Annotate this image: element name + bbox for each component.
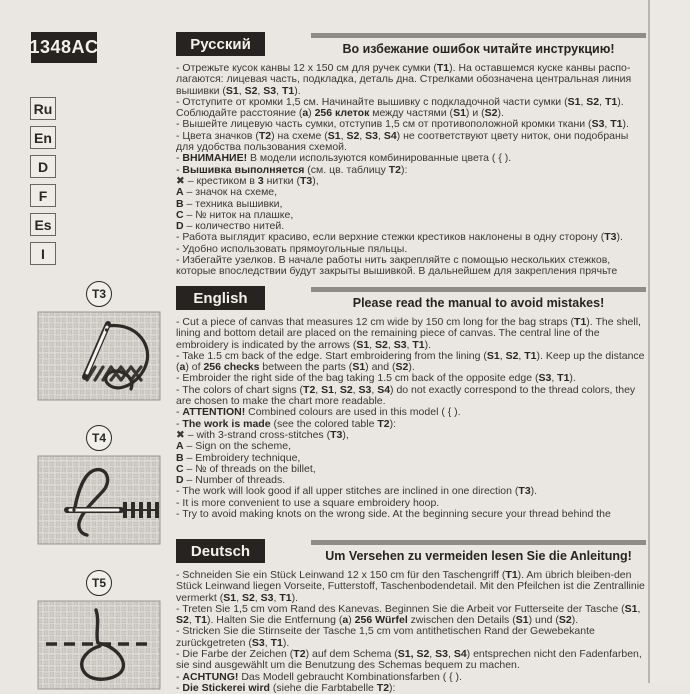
cross-stitch-illustration (37, 311, 161, 401)
instruction-line: - ACHTUNG! Das Modell gebraucht Kombinationsfarben ( { ). (176, 670, 462, 683)
instruction-line: - ВНИМАНИЕ! В модели используются комбинированные цвета ( { ). (176, 152, 512, 165)
language-tab: I (30, 242, 56, 265)
section-german (176, 539, 646, 694)
instruction-line: - The colors of chart signs (T2, S1, S2, S3, S4) do not exactly correspond to the thread colors, they are chosen to make the chart more readable. (176, 383, 636, 408)
instruction-line: - The work is made (see the colored table T2): (176, 417, 397, 430)
instruction-line: - Cut a piece of canvas that measures 12 cm wide by 150 cm long for the bag straps (T1). The shell, lining and bottom detail are placed on the remaining piece of canvas. The central line of the embroidery is indicated by the arrows (S1, S2, S3, T1). (176, 316, 641, 351)
instruction-line: - The work will look good if all upper stitches are inclined in one direction (T3). (176, 485, 538, 498)
instruction-line: B – техника вышивки, (176, 197, 283, 210)
section-header-right (311, 286, 646, 310)
section-language-badge: English (176, 286, 265, 310)
instruction-list (176, 570, 646, 694)
diagram-label-t3: T3 (86, 281, 112, 307)
section-title: Please read the manual to avoid mistakes! (352, 296, 605, 310)
instruction-line: B – Embroidery technique, (176, 451, 301, 464)
instruction-line: - Отрежьте кусок канвы 12 x 150 см для ручек сумки (T1). На оставшемся куске канвы распо-лагаются: лицевая часть, подкладка, деталь дна. Стрелками обозначена центральная линия вышивки (S1, S2, S3, T1). (176, 62, 632, 97)
instruction-line: - Take 1.5 cm back of the edge. Start embroidering from the lining (S1, S2, T1). Keep up the distance (a) of 256 checks between the parts (S1) and (S2). (176, 349, 645, 374)
instruction-line: - Вышивка выполняется (см. цв. таблицу T2): (176, 163, 408, 176)
section-header-right (311, 539, 646, 563)
instruction-line: - Die Farbe der Zeichen (T2) auf dem Schema (S1, S2, S3, S4) entsprechen nicht den Fadenfarben, sie sind ausgewählt um die Benutzung des Schemas bequem zu machen. (176, 648, 642, 672)
instruction-line: - ATTENTION! Combined colours are used in this model ( { ). (176, 406, 461, 419)
section-header (176, 32, 646, 56)
instruction-list (176, 63, 646, 278)
instruction-line: - Отступите от кромки 1,5 см. Начинайте вышивку с подкладочной части сумки (S1, S2, T1). Соблюдайте расстояние (a) 256 клеток между частями (S1) и (S2). (176, 95, 624, 120)
page-fold-line (648, 0, 650, 683)
section-title: Во избежание ошибок читайте инструкцию! (342, 42, 615, 56)
diagram-t4 (37, 425, 161, 545)
section-header-right (311, 32, 646, 56)
instruction-line: - Работа выглядит красиво, если верхние стежки крестиков наклонены в одну сторону (T3). (176, 231, 623, 244)
diagram-label-t5: T5 (86, 570, 112, 596)
needle-eye (105, 328, 108, 331)
instruction-line: - Die Stickerei wird (siehe die Farbtabelle T2): (176, 681, 396, 694)
instruction-line: - Try to avoid making knots on the wrong side. At the beginning secure your thread behind the (176, 508, 611, 521)
instruction-line: C – № of threads on the billet, (176, 462, 316, 475)
instruction-line: C – № ниток на плашке, (176, 208, 294, 221)
diagram-t3 (37, 281, 161, 401)
instruction-line: - Избегайте узелков. В начале работы нить закрепляйте с помощью нескольких стежков, которые впоследствии будут закрыты вышивкой. В дальнейшем для закрепления прячьте (176, 254, 618, 278)
diagram-label-t4: T4 (86, 425, 112, 451)
language-tab: F (30, 184, 56, 207)
language-tab: En (30, 126, 56, 149)
instruction-line: ✖ – with 3-strand cross-stitches (T3), (176, 428, 349, 441)
instruction-line: - It is more convenient to use a square embroidery hoop. (176, 496, 440, 509)
running-stitch-illustration (37, 455, 161, 545)
instruction-line: - Вышейте лицевую часть сумки, отступив 1,5 см от противоположной кромки ткани (S3, T1). (176, 118, 629, 131)
instruction-line: - Embroider the right side of the bag taking 1.5 cm back of the opposite edge (S3, T1). (176, 372, 576, 385)
instruction-line: A – значок на схеме, (176, 186, 278, 199)
header-stripe (311, 287, 646, 292)
header-stripe (311, 33, 646, 38)
diagram-t5 (37, 570, 161, 690)
section-header (176, 539, 646, 563)
language-tab: Es (30, 213, 56, 236)
instruction-list (176, 317, 646, 520)
section-russian (176, 32, 646, 278)
instruction-line: - Цвета значков (T2) на схеме (S1, S2, S3, S4) не соответствуют цвету ниток, они подобраны для удобства пользования схемой. (176, 129, 629, 154)
needle-eye (72, 508, 75, 511)
product-code-badge: 1348AC (31, 32, 97, 63)
instruction-line: - Treten Sie 1,5 cm vom Rand des Kanevas. Beginnen Sie die Arbeit vor Futterseite der Tasche (S1, S2, T1). Halten Sie die Entfernung (a) 256 Würfel zwischen den Details (S1) und (S2). (176, 602, 641, 627)
instruction-line: D – количество нитей. (176, 220, 285, 233)
page-right-margin (650, 0, 690, 683)
instruction-line: ✖ – крестиком в 3 нитки (T3), (176, 174, 319, 187)
backstitch-illustration (37, 600, 161, 690)
instruction-line: - Stricken Sie die Stirnseite der Tasche 1,5 cm vom antithetischen Rand der Gewebekante zurückgetreten (S3, T1). (176, 625, 595, 649)
section-language-badge: Русский (176, 32, 265, 56)
language-tab-list (30, 97, 56, 265)
instruction-line: - Schneiden Sie ein Stück Leinwand 12 x 150 cm für den Taschengriff (T1). Am übrich bleiben-den Stück Leinwand liegen Vorseite, Futterstoff, Taschenbodendetail. Mit den Pfeilchen ist die Zentrallinie vermerkt (S1, S2, S3, T1). (176, 569, 645, 604)
language-tab: Ru (30, 97, 56, 120)
section-title: Um Versehen zu vermeiden lesen Sie die Anleitung! (325, 549, 632, 563)
section-header (176, 286, 646, 310)
instruction-line: - Удобно использовать прямоугольные пяльцы. (176, 242, 408, 255)
section-english (176, 286, 646, 520)
header-stripe (311, 540, 646, 545)
language-tab: D (30, 155, 56, 178)
instruction-line: A – Sign on the scheme, (176, 440, 291, 453)
instruction-line: D – Number of threads. (176, 474, 286, 487)
section-language-badge: Deutsch (176, 539, 265, 563)
